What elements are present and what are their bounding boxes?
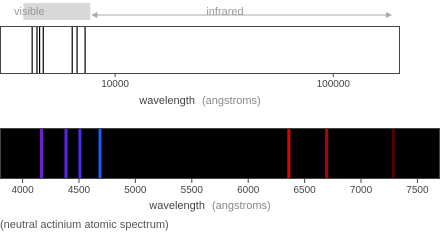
spectrum-tick-label: 7000 <box>349 185 373 196</box>
spectrum-xlabel-text: wavelength <box>149 200 205 212</box>
figure-caption: (neutral actinium atomic spectrum) <box>0 219 169 231</box>
overview-frame <box>1 27 400 74</box>
spectrum-emission-line <box>99 129 102 178</box>
overview-ticks <box>101 73 350 90</box>
spectrum-tick-label: 6000 <box>237 185 260 196</box>
spectrum-tick-label: 7500 <box>406 185 429 196</box>
spectrum-emission-line <box>40 129 43 178</box>
spectrum-xlabel <box>148 200 270 212</box>
overview-xlabel-text: wavelength <box>139 95 195 107</box>
infrared-band-label: infrared <box>206 6 244 18</box>
spectrum-xlabel-unit: (angstroms) <box>212 200 271 212</box>
visible-band-label: visible <box>14 6 45 18</box>
spectrum-emission-line <box>65 129 68 178</box>
overview-panel <box>1 3 400 107</box>
spectrum-tick-label: 4000 <box>11 185 34 196</box>
spectrum-emission-line <box>287 129 290 178</box>
overview-tick-label: 100000 <box>316 79 350 90</box>
visible-spectrum-panel <box>0 128 440 212</box>
spectrum-emission-line <box>325 129 328 178</box>
spectrum-emission-line <box>78 129 81 178</box>
spectrum-tick-label: 6500 <box>293 185 316 196</box>
spectrum-tick-label: 5500 <box>180 185 203 196</box>
spectrum-tick-label: 4500 <box>67 185 91 196</box>
overview-xlabel <box>138 95 260 107</box>
overview-tick-label: 10000 <box>101 79 130 90</box>
spectrum-emission-line <box>392 129 395 178</box>
spectrum-tick-label: 5000 <box>124 185 147 196</box>
overview-xlabel-unit: (angstroms) <box>202 95 261 107</box>
spectrum-ticks <box>11 179 429 196</box>
